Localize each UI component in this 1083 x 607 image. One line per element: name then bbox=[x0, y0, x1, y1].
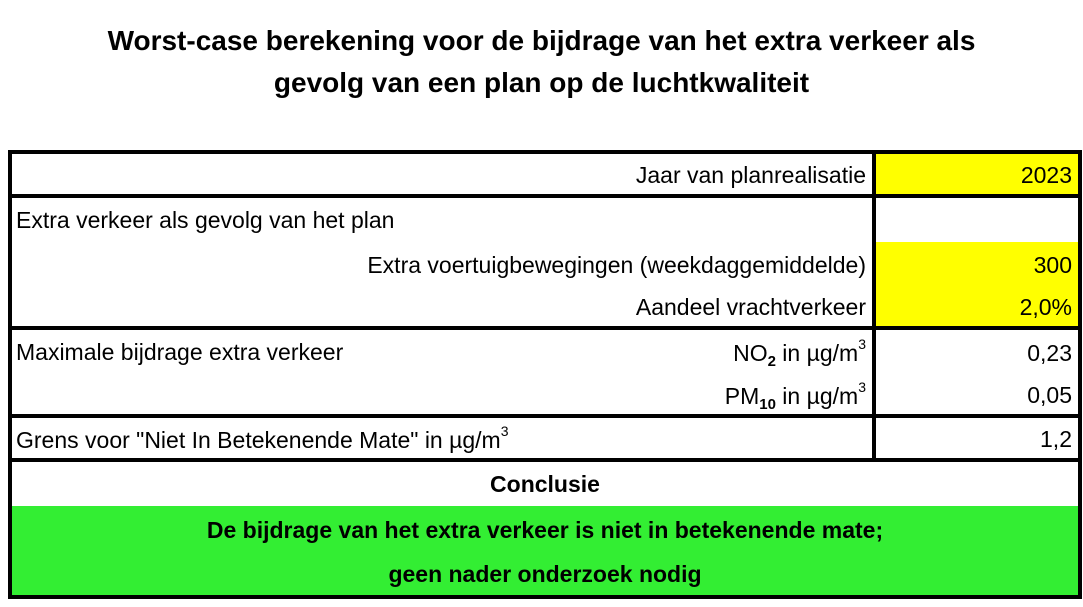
max-bijdrage-label: Maximale bijdrage extra verkeer bbox=[16, 339, 344, 365]
pm10-unit: in µg/m bbox=[775, 383, 859, 409]
calculation-table bbox=[8, 150, 1082, 599]
empty-value-cell bbox=[876, 198, 1078, 242]
pm10-prefix: PM bbox=[724, 383, 760, 409]
no2-unit: in µg/m bbox=[775, 340, 859, 366]
no2-subscript: 2 bbox=[767, 353, 776, 370]
no2-label bbox=[572, 330, 872, 374]
extra-verkeer-block bbox=[12, 198, 872, 326]
extra-verkeer-label: Extra verkeer als gevolg van het plan bbox=[16, 207, 395, 233]
vracht-value[interactable]: 2,0% bbox=[876, 286, 1078, 326]
pm10-value: 0,05 bbox=[1027, 382, 1072, 408]
conclusie-line-1: De bijdrage van het extra verkeer is niet in betekenende mate; bbox=[206, 517, 884, 543]
no2-superscript: 3 bbox=[858, 336, 866, 352]
grens-value: 1,2 bbox=[1040, 426, 1072, 452]
conclusie-header-cell bbox=[12, 462, 1078, 506]
pm10-label bbox=[572, 374, 872, 414]
max-bijdrage-block bbox=[12, 330, 872, 414]
pm10-subscript: 10 bbox=[759, 396, 776, 413]
extra-verkeer-value-block bbox=[876, 198, 1078, 326]
jaar-label-cell bbox=[12, 154, 872, 194]
grens-label: Grens voor "Niet In Betekenende Mate" in µg/m bbox=[16, 427, 501, 453]
page-title bbox=[0, 20, 1083, 104]
grens-superscript: 3 bbox=[500, 423, 509, 439]
no2-value: 0,23 bbox=[1027, 340, 1072, 366]
jaar-value-cell[interactable] bbox=[876, 154, 1078, 194]
no2-prefix: NO bbox=[733, 340, 768, 366]
pm10-superscript: 3 bbox=[858, 379, 866, 395]
jaar-value: 2023 bbox=[1020, 162, 1072, 188]
conclusie-result bbox=[12, 506, 1078, 595]
title-line-2: gevolg van een plan op de luchtkwaliteit bbox=[273, 67, 810, 98]
grens-label-cell bbox=[12, 418, 872, 458]
max-bijdrage-value-block bbox=[876, 330, 1078, 414]
grens-value-cell bbox=[876, 418, 1078, 458]
jaar-label: Jaar van planrealisatie bbox=[635, 162, 866, 188]
vracht-label: Aandeel vrachtverkeer bbox=[635, 294, 866, 320]
voertuig-label: Extra voertuigbewegingen (weekdaggemiddelde) bbox=[367, 252, 866, 278]
conclusie-header: Conclusie bbox=[490, 471, 600, 497]
conclusie-line-2: geen nader onderzoek nodig bbox=[388, 561, 702, 587]
voertuig-value[interactable]: 300 bbox=[876, 242, 1078, 286]
title-line-1: Worst-case berekening voor de bijdrage van het extra verkeer als bbox=[107, 25, 976, 56]
